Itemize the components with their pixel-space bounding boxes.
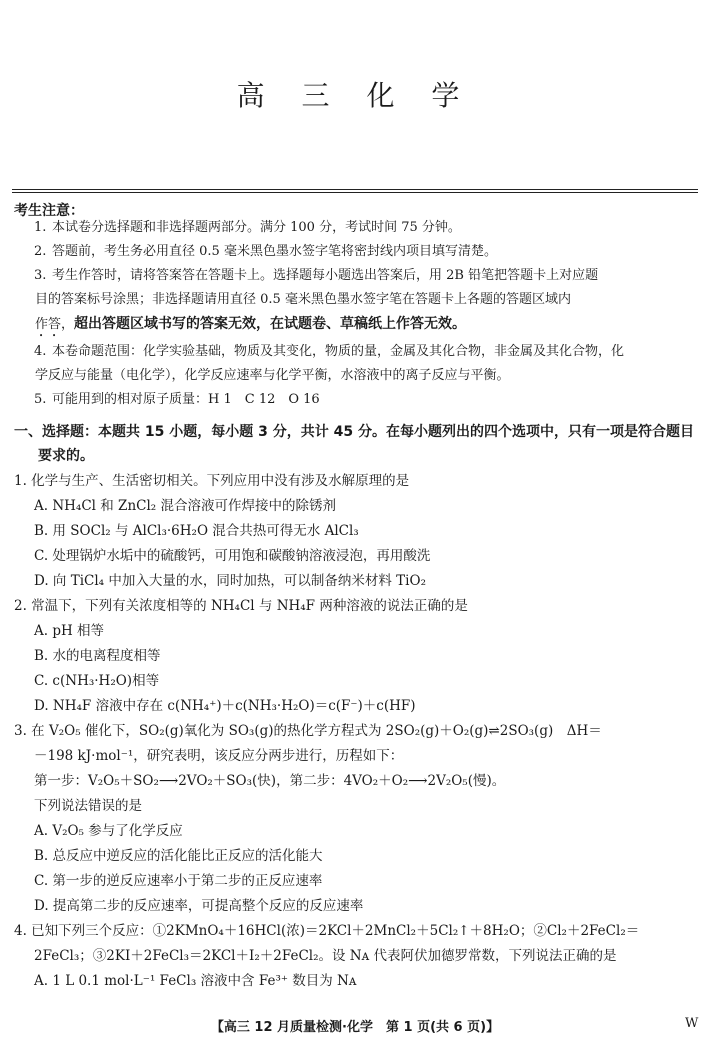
notice-item-4: 4. 本卷命题范围：化学实验基础，物质及其变化，物质的量，金属及其化合物，非金属及其化合物，化 学反应与能量（电化学），化学反应速率与化学平衡，水溶液中的离子反应与平衡。	[0, 340, 710, 388]
option-a: A. NH₄Cl 和 ZnCl₂ 混合溶液可作焊接中的除锈剂	[34, 498, 336, 514]
option-a: A. pH 相等	[34, 623, 105, 639]
notice-item-text: 学反应与能量（电化学），化学反应速率与化学平衡，水溶液中的离子反应与平衡。	[35, 368, 510, 383]
notice-item-5: 5. 可能用到的相对原子质量：H 1 C 12 O 16	[34, 392, 320, 407]
section-heading: 一、选择题：本题共 15 小题，每小题 3 分，共计 45 分。在每小题列出的四个选项中，只有一项是符合题目 要求的。	[14, 424, 694, 464]
question-stem: 1. 化学与生产、生活密切相关。下列应用中没有涉及水解原理的是	[14, 473, 410, 489]
option-d: D. 向 TiCl₄ 中加入大量的水，同时加热，可以制备纳米材料 TiO₂	[34, 573, 426, 589]
option-b: B. 水的电离程度相等	[34, 648, 161, 664]
question-stem: 2. 常温下，下列有关浓度相等的 NH₄Cl 与 NH₄F 两种溶液的说法正确的是	[14, 598, 468, 614]
notice-list	[0, 216, 710, 412]
paper-code: W	[685, 1016, 699, 1031]
header-rule-bottom	[12, 192, 698, 193]
notice-item-2: 2. 答题前，考生务必用直径 0.5 毫米黑色墨水签字笔将密封线内项目填写清楚。	[34, 244, 497, 259]
option-b: B. 用 SOCl₂ 与 AlCl₃·6H₂O 混合共热可得无水 AlCl₃	[34, 523, 359, 539]
notice-warning: 超出答题区域书写的答案无效，在试题卷、草稿纸上作答无效。	[74, 316, 467, 332]
notice-item-text: 本卷命题范围：化学实验基础，物质及其变化，物质的量，金属及其化合物，非金属及其化合物，化	[52, 344, 625, 359]
page-footer: 【高三 12 月质量检测·化学 第 1 页(共 6 页)】	[210, 1020, 500, 1035]
notice-item-text: 考生作答时，请将答案答在答题卡上。选择题每小题选出答案后，用 2B 铅笔把答题卡上对应题	[52, 268, 599, 283]
notice-item-3: 3. 考生作答时，请将答案答在答题卡上。选择题每小题选出答案后，用 2B 铅笔把答题卡上对应题 目的答案标号涂黑；非选择题请用直径 0.5 毫米黑色墨水签字笔在答题卡上各题的答题区域内 作答，超出答题区域书写的答案无效，在试题卷、草稿纸上作答无效。	[0, 264, 710, 340]
option-d: D. NH₄F 溶液中存在 c(NH₄⁺)＋c(NH₃·H₂O)＝c(F⁻)＋c(HF)	[34, 698, 416, 714]
notice-item-text: 本试卷分选择题和非选择题两部分。满分 100 分，考试时间 75 分钟。	[52, 220, 461, 235]
question-stem: 2FeCl₃；③2KI＋2FeCl₃＝2KCl＋I₂＋2FeCl₂。设 Nᴀ 代表阿伏加德罗常数，下列说法正确的是	[34, 948, 617, 964]
option-c: C. 第一步的逆反应速率小于第二步的正反应速率	[34, 873, 323, 889]
question-stem: －198 kJ·mol⁻¹，研究表明，该反应分两步进行，历程如下：	[34, 748, 404, 764]
question-4	[14, 919, 704, 994]
option-a: A. V₂O₅ 参与了化学反应	[34, 823, 183, 839]
exam-title: 高 三 化 学	[236, 79, 474, 112]
option-d: D. 提高第二步的反应速率，可提高整个反应的反应速率	[34, 898, 364, 914]
option-c: C. 处理锅炉水垢中的硫酸钙，可用饱和碳酸钠溶液浸泡，再用酸洗	[34, 548, 431, 564]
question-2	[14, 594, 704, 719]
question-3	[14, 719, 704, 919]
notice-item-text: 可能用到的相对原子质量：H 1 C 12 O 16	[52, 392, 320, 407]
question-stem: 4. 已知下列三个反应：①2KMnO₄＋16HCl(浓)＝2KCl＋2MnCl₂＋5Cl₂↑＋8H₂O；②Cl₂＋2FeCl₂＝	[14, 923, 640, 939]
question-1	[14, 469, 704, 594]
question-stem: 3. 在 V₂O₅ 催化下，SO₂(g)氧化为 SO₃(g)的热化学方程式为 2SO₂(g)＋O₂(g)⇌2SO₃(g) ΔH＝	[14, 723, 602, 739]
notice-item-text-last: 作答，超出答题区域书写的答案无效，在试题卷、草稿纸上作答无效。	[35, 316, 467, 332]
notice-item-1: 1. 本试卷分选择题和非选择题两部分。满分 100 分，考试时间 75 分钟。	[34, 220, 461, 235]
notice-item-text: 答题前，考生务必用直径 0.5 毫米黑色墨水签字笔将密封线内项目填写清楚。	[52, 244, 497, 259]
option-b: B. 总反应中逆反应的活化能比正反应的活化能大	[34, 848, 323, 864]
option-a: A. 1 L 0.1 mol·L⁻¹ FeCl₃ 溶液中含 Fe³⁺ 数目为 Nᴀ	[34, 973, 357, 989]
question-stem: 第一步：V₂O₅＋SO₂⟶2VO₂＋SO₃(快)，第二步：4VO₂＋O₂⟶2V₂O₅(慢)。	[34, 773, 506, 789]
option-c: C. c(NH₃·H₂O)相等	[34, 673, 160, 689]
notice-heading: 考生注意：	[14, 203, 84, 219]
notice-item-text: 目的答案标号涂黑；非选择题请用直径 0.5 毫米黑色墨水签字笔在答题卡上各题的答题区域内	[35, 292, 571, 307]
header-rule-top	[12, 189, 698, 190]
question-stem: 下列说法错误的是	[34, 798, 142, 814]
